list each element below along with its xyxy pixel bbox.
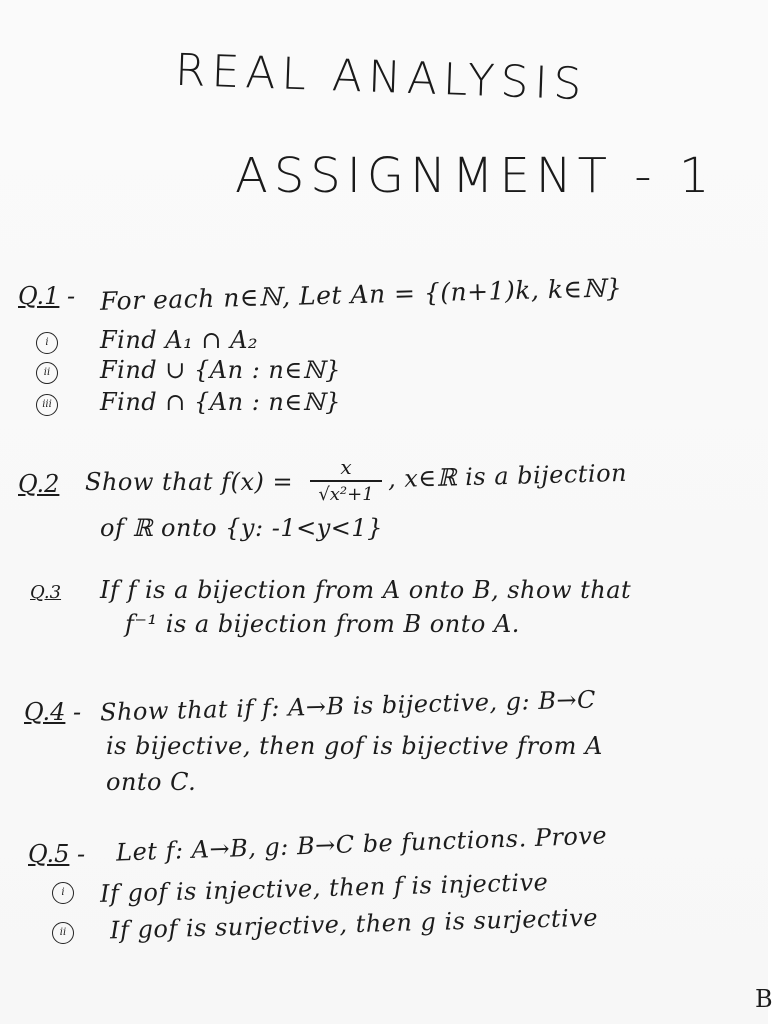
q5-stem: Let f: A→B, g: B→C be functions. Prove bbox=[115, 821, 608, 867]
q4-line2: is bijective, then gof is bijective from A bbox=[106, 732, 603, 760]
q3-label: Q.3 bbox=[30, 582, 62, 603]
q5-part2-marker: ii bbox=[52, 922, 74, 944]
q2-fraction-bar bbox=[310, 480, 382, 482]
q2-line2: of ℝ onto {y: -1<y<1} bbox=[100, 514, 383, 542]
q1-part1-marker: i bbox=[36, 332, 58, 354]
q2-fraction-numerator: x bbox=[340, 455, 352, 479]
q5-part1-text: If gof is injective, then f is injective bbox=[99, 868, 549, 908]
q1-part1-text: Find A₁ ∩ A₂ bbox=[100, 326, 259, 354]
title-line-2: ASSIGNMENT - 1 bbox=[235, 148, 716, 204]
q1-part2-marker: ii bbox=[36, 362, 58, 384]
page-corner-letter: B bbox=[755, 985, 773, 1013]
q2-suffix: , x∈ℝ is a bijection bbox=[387, 458, 628, 494]
q1-label: Q.1 - bbox=[18, 282, 76, 310]
q1-part2-text: Find ∪ {An : n∈ℕ} bbox=[100, 356, 341, 384]
q2-prefix: Show that f(x) = bbox=[85, 468, 294, 496]
q5-part2-text: If gof is surjective, then g is surjective bbox=[109, 903, 599, 945]
q5-part1-marker: i bbox=[52, 882, 74, 904]
title-line-1: REAL ANALYSIS bbox=[174, 44, 589, 111]
q4-label: Q.4 - bbox=[24, 698, 82, 726]
q2-fraction bbox=[310, 456, 382, 506]
q3-line1: If f is a bijection from A onto B, show that bbox=[100, 576, 632, 604]
q1-stem: For each n∈ℕ, Let An = {(n+1)k, k∈ℕ} bbox=[99, 273, 623, 316]
q4-line1: Show that if f: A→B is bijective, g: B→C bbox=[99, 685, 597, 727]
q1-part3-marker: iii bbox=[36, 394, 58, 416]
q1-part3-text: Find ∩ {An : n∈ℕ} bbox=[100, 388, 341, 416]
q2-fraction-denominator: √x²+1 bbox=[318, 483, 374, 505]
q4-line3: onto C. bbox=[106, 768, 197, 796]
q5-label: Q.5 - bbox=[28, 840, 86, 868]
q3-line2: f⁻¹ is a bijection from B onto A. bbox=[125, 610, 520, 638]
q2-label: Q.2 bbox=[18, 470, 60, 498]
